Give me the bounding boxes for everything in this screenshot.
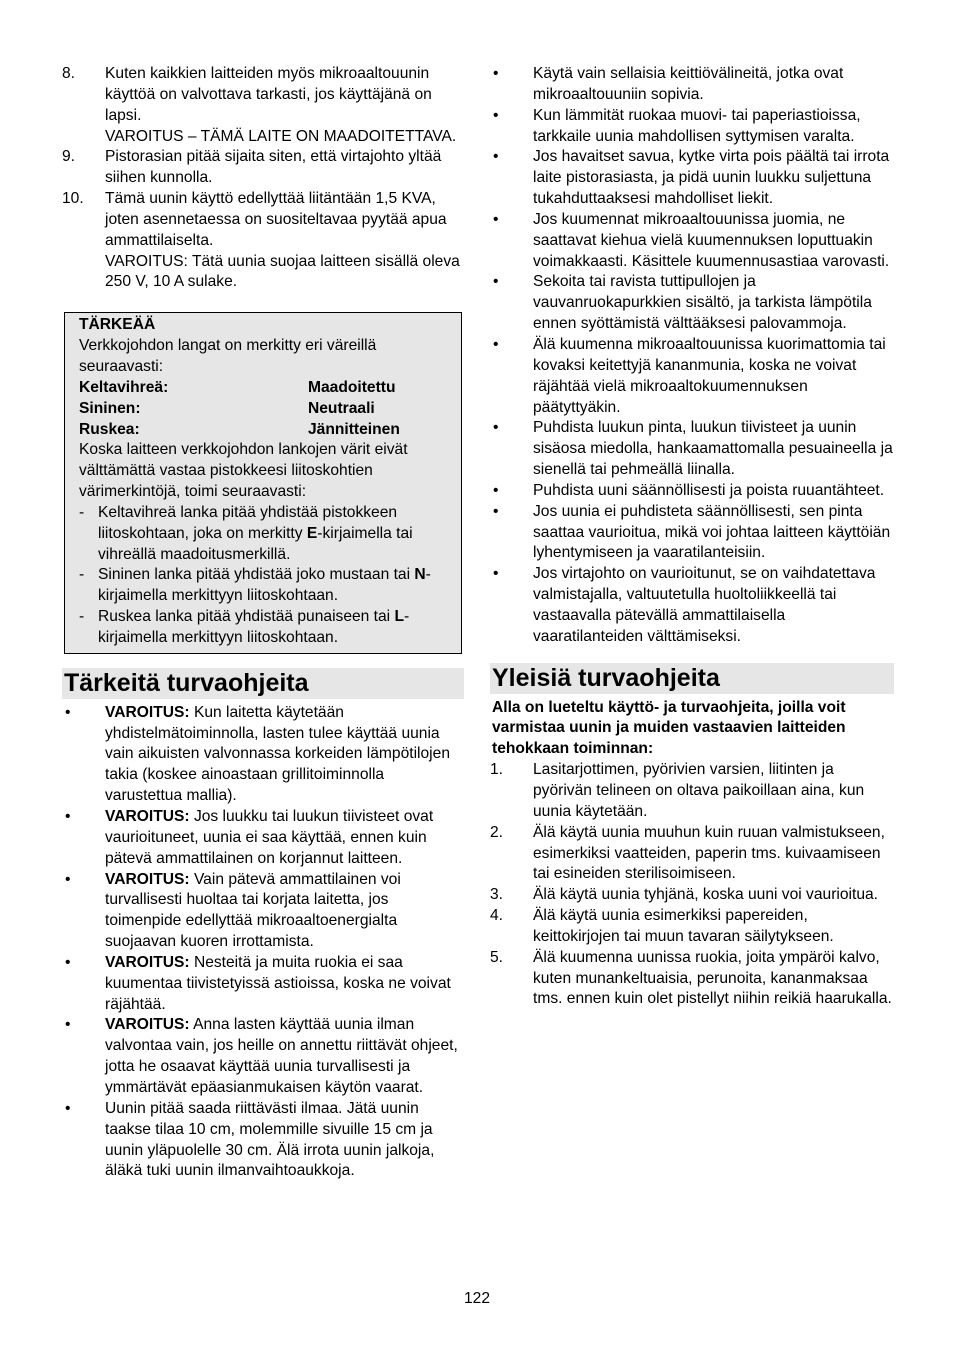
bullet-item	[62, 703, 464, 807]
bullet-item	[490, 418, 894, 481]
wire-color: Sininen:	[79, 399, 141, 417]
bullet-marker: •	[493, 273, 499, 291]
dash-marker: -	[79, 566, 85, 584]
bullet-text: Käytä vain sellaisia keittiövälineitä, jotka ovat mikroaaltouuniin sopivia.	[533, 65, 844, 103]
bullet-item	[62, 870, 464, 953]
list-item	[490, 885, 894, 906]
bullet-marker: •	[493, 481, 499, 499]
list-item	[490, 948, 894, 1011]
item-number: 10.	[62, 190, 84, 208]
important-box	[64, 312, 462, 654]
bullet-text: Puhdista uuni säännöllisesti ja poista ruuantähteet.	[533, 481, 885, 499]
wire-color-row	[79, 378, 455, 399]
bullet-marker: •	[65, 953, 71, 971]
bullet-text: VAROITUS: Jos luukku tai luukun tiivisteet ovat vaurioituneet, uunia ei saa käyttää, ennen kuin pätevä ammattilainen on korjannut laitteen.	[105, 808, 434, 867]
box-body: Koska laitteen verkkojohdon lankojen värit eivät välttämättä vastaa pistokkeesi liitoskohtien värimerkintöjä, toimi seuraavasti:	[79, 441, 408, 501]
box-item-text: Keltavihreä lanka pitää yhdistää pistokkeen liitoskohtaan, joka on merkitty E-kirjaimella tai vihreällä maadoitusmerkillä.	[98, 503, 413, 563]
wire-function: Neutraali	[308, 399, 375, 417]
list-item	[62, 147, 464, 189]
section-heading: Yleisiä turvaohjeita	[490, 663, 894, 694]
bullet-text: Puhdista luukun pinta, luukun tiivisteet ja uunin sisäosa miedolla, hankaamattomalla pesuaineella ja sienellä tai pehmeällä liinalla.	[533, 419, 893, 479]
bullet-item	[62, 953, 464, 1016]
bullet-text: VAROITUS: Nesteitä ja muita ruokia ei saa kuumentaa tiivistetyissä astioissa, koska ne voivat räjähtää.	[105, 953, 451, 1013]
right-column	[490, 64, 894, 1010]
item-number: 1.	[490, 761, 504, 779]
item-number: 8.	[62, 65, 76, 82]
bullet-item	[490, 335, 894, 418]
wire-function: Maadoitettu	[308, 378, 396, 396]
wire-color-row	[79, 399, 455, 420]
item-text: Kuten kaikkien laitteiden myös mikroaaltouunin käyttöä on valvottava tarkasti, jos käyttäjänä on lapsi.	[105, 65, 432, 124]
dash-marker: -	[79, 503, 85, 521]
box-title: TÄRKEÄÄ	[79, 316, 156, 334]
list-item	[490, 906, 894, 948]
page-number: 122	[463, 1290, 491, 1307]
list-item	[62, 64, 464, 147]
item-number: 5.	[490, 948, 504, 966]
wire-color: Keltavihreä:	[79, 378, 169, 396]
bullet-marker: •	[65, 808, 71, 825]
section-heading: Tärkeitä turvaohjeita	[62, 668, 464, 699]
bullet-marker: •	[493, 419, 499, 437]
box-list-item	[79, 607, 455, 649]
item-number: 2.	[490, 823, 504, 841]
bullet-marker: •	[65, 703, 71, 721]
bullet-marker: •	[65, 1099, 71, 1117]
bullet-marker: •	[493, 565, 499, 583]
bullet-text: Uunin pitää saada riittävästi ilmaa. Jätä uunin taakse tilaa 10 cm, molemmille sivuille 15 cm ja uunin yläpuolelle 30 cm. Älä irrota uunin jalkoja, äläkä tuki uunin ilmanvaihtoaukkoja.	[105, 1099, 435, 1180]
list-item	[490, 760, 894, 823]
wire-function: Jännitteinen	[308, 420, 400, 438]
bullet-marker: •	[493, 502, 499, 520]
item-number: 4.	[490, 907, 504, 925]
bullet-text: VAROITUS: Vain pätevä ammattilainen voi turvallisesti huoltaa tai korjata laitetta, jos toimenpide edellyttää mikroaaltoenergialta suojaavan kuoren irrottamista.	[105, 870, 401, 951]
item-warning: VAROITUS – TÄMÄ LAITE ON MAADOITETTAVA.	[105, 127, 457, 145]
bullet-text: Älä kuumenna mikroaaltouunissa kuorimattomia tai kovaksi keitettyjä kananmunia, koska ne voivat räjähtää vielä mikroaaltokuumennuksen päätyttyäkin.	[533, 335, 886, 416]
item-text: Tämä uunin käyttö edellyttää liitäntään 1,5 KVA, joten asennetaessa on suositeltavaa pyytää apua ammattilaiselta.	[105, 190, 447, 249]
bullet-marker: •	[493, 106, 499, 124]
box-item-text: Sininen lanka pitää yhdistää joko mustaan tai N-kirjaimella merkittyyn liitoskohtaan.	[98, 566, 431, 605]
wire-color: Ruskea:	[79, 420, 140, 438]
item-number: 9.	[62, 148, 76, 166]
item-text: Lasitarjottimen, pyörivien varsien, liitinten ja pyörivän telineen on oltava paikoillaan aina, kun uunia käytetään.	[533, 761, 865, 820]
bullet-text: VAROITUS: Kun laitetta käytetään yhdistelmätoiminnolla, lasten tulee käyttää uunia vain aikuisten valvonnassa korkeiden lämpötilojen takia (koskee ainoastaan grillitoiminnolla varustettua mallia).	[105, 703, 450, 805]
bullet-marker: •	[65, 1016, 71, 1034]
bullet-marker: •	[493, 65, 499, 82]
left-column	[62, 64, 464, 1182]
bullet-item	[62, 1015, 464, 1098]
bullet-item	[490, 481, 894, 502]
box-intro: Verkkojohdon langat on merkitty eri väreillä seuraavasti:	[79, 337, 377, 375]
bullet-item	[490, 564, 894, 647]
box-list-item	[79, 503, 455, 566]
bullet-marker: •	[493, 148, 499, 166]
bullet-marker: •	[493, 210, 499, 228]
bullet-text: Sekoita tai ravista tuttipullojen ja vauvanruokapurkkien sisältö, ja tarkista lämpötila ennen syöttämistä välttääksesi palovammoja.	[533, 273, 872, 333]
bullet-item	[62, 807, 464, 870]
bullet-text: Jos virtajohto on vaurioitunut, se on vaihdatettava valmistajalla, valtuutetulla huoltoliikkeellä tai vastaavalla pätevällä ammattilaisella vaaratilanteiden välttämiseksi.	[533, 565, 876, 645]
bullet-item	[490, 106, 894, 148]
item-text: Älä käytä uunia esimerkiksi papereiden, keittokirjojen tai muun tavaran säilytykseen.	[533, 907, 834, 945]
section-intro: Alla on lueteltu käyttö- ja turvaohjeita, joilla voit varmistaa uunin ja muiden vastaavien laitteiden tehokkaan toiminnan:	[492, 698, 846, 758]
item-warning: VAROITUS: Tätä uunia suojaa laitteen sisällä oleva 250 V, 10 A sulake.	[105, 252, 460, 291]
bullet-text: Kun lämmität ruokaa muovi- tai paperiastioissa, tarkkaile uunia mahdollisen syttymisen varalta.	[533, 106, 861, 145]
bullet-text: Jos uunia ei puhdisteta säännöllisesti, sen pinta saattaa vaurioitua, mikä voi johtaa laitteen käyttöiän lyhentymiseen ja vaaratilanteisiin.	[533, 502, 891, 562]
bullet-text: Jos kuumennat mikroaaltouunissa juomia, ne saattavat kiehua vielä kuumennuksen loputtuakin voimakkaasti. Käsittele kuumennusastiaa varovasti.	[533, 210, 890, 270]
wire-color-row	[79, 420, 455, 441]
bullet-item	[490, 272, 894, 335]
bullet-text: Jos havaitset savua, kytke virta pois päältä tai irrota laite pistorasiasta, ja pidä uunin luukku suljettuna tukahduttaaksesi mahdolliset liekit.	[533, 148, 890, 208]
list-item	[62, 189, 464, 293]
list-item	[490, 823, 894, 886]
bullet-item	[490, 64, 894, 106]
bullet-text: VAROITUS: Anna lasten käyttää uunia ilman valvontaa vain, jos heille on annettu riittävät ohjeet, jotta he osaavat käyttää uunia turvallisesti ja ymmärtävät epäasianmukaisen käytön vaarat.	[105, 1016, 458, 1096]
bullet-item	[490, 502, 894, 565]
item-text: Älä kuumenna uunissa ruokia, joita ympäröi kalvo, kuten munankeltuaisia, perunoita, kananmaksaa tms. ennen kuin olet pistellyt niihin reikiä haarukalla.	[533, 948, 892, 1008]
bullet-item	[490, 210, 894, 273]
item-number: 3.	[490, 886, 504, 904]
box-list-item	[79, 565, 455, 607]
item-text: Älä käytä uunia tyhjänä, koska uuni voi vaurioitua.	[533, 886, 879, 904]
dash-marker: -	[79, 608, 85, 626]
bullet-item	[62, 1099, 464, 1182]
bullet-marker: •	[493, 335, 499, 353]
box-item-text: Ruskea lanka pitää yhdistää punaiseen tai L-kirjaimella merkittyyn liitoskohtaan.	[98, 608, 410, 646]
bullet-item	[490, 147, 894, 210]
item-text: Pistorasian pitää sijaita siten, että virtajohto yltää siihen kunnolla.	[105, 148, 442, 187]
bullet-marker: •	[65, 870, 71, 888]
item-text: Älä käytä uunia muuhun kuin ruuan valmistukseen, esimerkiksi vaatteiden, paperin tms. kuivaamiseen tai esineiden sterilisoimiseen.	[533, 823, 885, 883]
